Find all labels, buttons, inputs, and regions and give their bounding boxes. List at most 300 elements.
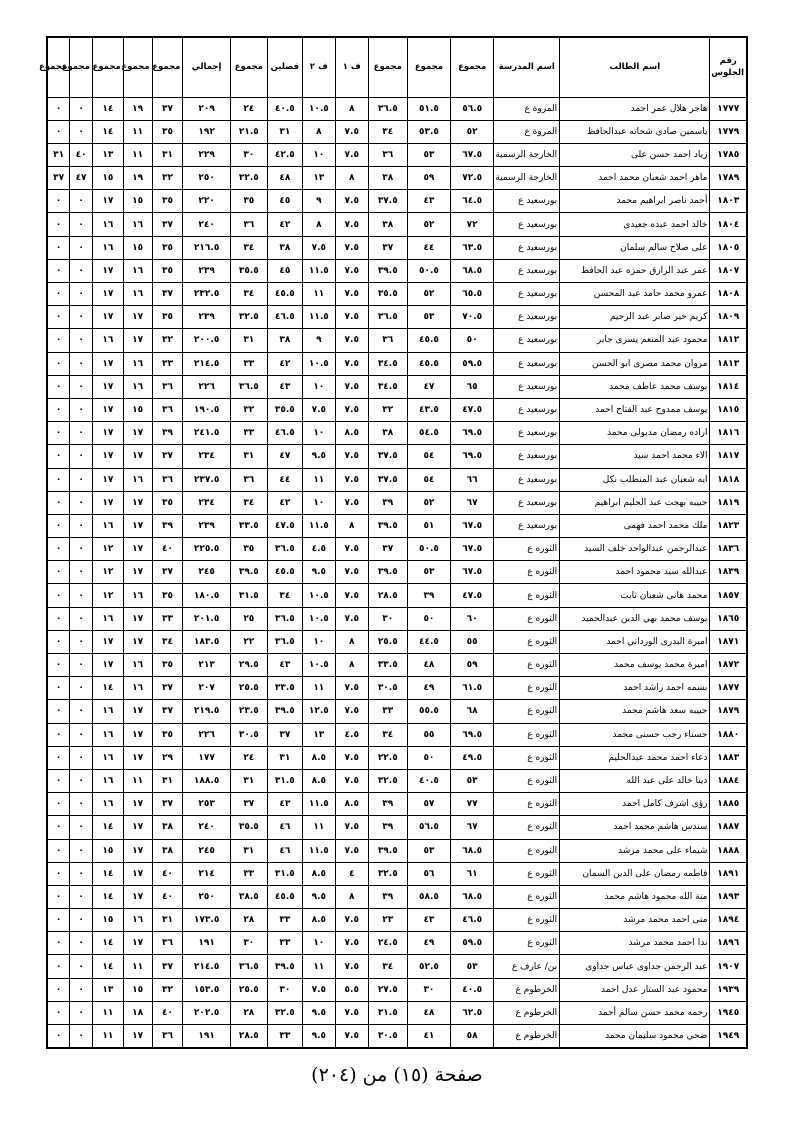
- cell-total-9: ٠: [47, 723, 70, 746]
- cell-total-4: ٣٥.٥: [230, 259, 267, 282]
- cell-total-8: ٠: [70, 120, 93, 143]
- cell-total-4: ٣٣: [230, 422, 267, 445]
- cell-total-6: ١١: [123, 769, 152, 792]
- cell-term-1: ٨.٥: [335, 422, 368, 445]
- cell-student-name: فاطمه رمضان على الدين السمان: [560, 862, 710, 885]
- cell-total-4: ٣٩.٥: [230, 561, 267, 584]
- cell-total-3: ٣٤: [368, 723, 407, 746]
- cell-school-name: بورسعيد ع: [494, 514, 560, 537]
- cell-two-terms: ٣٦.٥: [267, 630, 302, 653]
- cell-term-1: ٧.٥: [335, 677, 368, 700]
- cell-total-1: ٦٤.٥: [451, 190, 494, 213]
- cell-total-4: ٣١: [230, 329, 267, 352]
- cell-total-1: ٦١.٥: [451, 677, 494, 700]
- cell-total-7: ١٧: [92, 422, 123, 445]
- cell-two-terms: ٤٤: [267, 468, 302, 491]
- cell-school-name: بورسعيد ع: [494, 236, 560, 259]
- cell-total-9: ٣١: [47, 143, 70, 166]
- cell-total-8: ٠: [70, 769, 93, 792]
- cell-seat-number: ١٨١٨: [710, 468, 747, 491]
- cell-total-9: ٠: [47, 213, 70, 236]
- cell-student-name: أحمد ناصر ابراهيم محمد: [560, 190, 710, 213]
- cell-total-4: ٣٢.٥: [230, 306, 267, 329]
- cell-seat-number: ١٨٩٦: [710, 932, 747, 955]
- cell-total-1: ٥٥: [451, 630, 494, 653]
- results-sheet: [39, 36, 748, 1049]
- cell-seat-number: ١٨١٢: [710, 329, 747, 352]
- cell-total-8: ٠: [70, 630, 93, 653]
- cell-total-9: ٣٧: [47, 167, 70, 190]
- cell-total-3: ٣٦.٥: [368, 306, 407, 329]
- cell-seat-number: ١٨٣٦: [710, 538, 747, 561]
- cell-term-2: ٩: [302, 329, 335, 352]
- cell-total-9: ٠: [47, 97, 70, 120]
- cell-seat-number: ١٨٧٩: [710, 700, 747, 723]
- cell-total-1: ٦٥.٥: [451, 283, 494, 306]
- cell-total-9: ٠: [47, 1025, 70, 1049]
- cell-student-name: رحمه محمد حسن سالم أحمد: [560, 1001, 710, 1024]
- cell-total-4: ٣٦.٥: [230, 955, 267, 978]
- cell-school-name: الخارجة الرسمية: [494, 143, 560, 166]
- cell-term-1: ٧.٥: [335, 538, 368, 561]
- cell-term-2: ٩.٥: [302, 885, 335, 908]
- cell-total-8: ٠: [70, 491, 93, 514]
- cell-seat-number: ١٨٦٥: [710, 607, 747, 630]
- cell-total-5: ٣٧: [152, 677, 183, 700]
- cell-seat-number: ١٧٧٧: [710, 97, 747, 120]
- cell-term-2: ٩.٥: [302, 1001, 335, 1024]
- cell-total-1: ٥٩: [451, 654, 494, 677]
- cell-total-1: ٥٦.٥: [451, 97, 494, 120]
- cell-total-8: ٤٧: [70, 167, 93, 190]
- cell-seat-number: ١٨٠٧: [710, 259, 747, 282]
- cell-total-6: ١٧: [123, 816, 152, 839]
- cell-total-8: ٠: [70, 306, 93, 329]
- cell-school-name: الخرطوم ع: [494, 978, 560, 1001]
- cell-grand-total: ١٧٣.٥: [183, 909, 230, 932]
- cell-total-7: ١٧: [92, 283, 123, 306]
- cell-grand-total: ٢٣٧.٥: [183, 468, 230, 491]
- cell-total-2: ٥٠: [407, 746, 450, 769]
- cell-two-terms: ٤٨: [267, 167, 302, 190]
- cell-seat-number: ١٨١٧: [710, 445, 747, 468]
- cell-two-terms: ٤٣: [267, 375, 302, 398]
- cell-total-9: ٠: [47, 793, 70, 816]
- cell-total-4: ٢٨: [230, 909, 267, 932]
- cell-total-2: ٤٥.٥: [407, 352, 450, 375]
- cell-seat-number: ١٩٤٥: [710, 1001, 747, 1024]
- cell-total-1: ٧٢.٥: [451, 167, 494, 190]
- cell-total-1: ٥٣: [451, 955, 494, 978]
- cell-total-7: ١٧: [92, 491, 123, 514]
- cell-total-1: ٦١: [451, 862, 494, 885]
- cell-total-9: ٠: [47, 514, 70, 537]
- table-row: [47, 607, 747, 630]
- cell-total-1: ٦٧.٥: [451, 561, 494, 584]
- cell-term-1: ٧.٥: [335, 769, 368, 792]
- cell-total-2: ٥٣.٥: [407, 120, 450, 143]
- cell-total-7: ١٧: [92, 259, 123, 282]
- header-total-2: مجموع: [407, 37, 450, 97]
- cell-total-7: ١١: [92, 1025, 123, 1049]
- table-row: [47, 630, 747, 653]
- header-school-name: اسم المدرسة: [494, 37, 560, 97]
- cell-total-3: ٢٧.٥: [368, 978, 407, 1001]
- cell-term-2: ١١.٥: [302, 306, 335, 329]
- cell-grand-total: ٢٣٢.٥: [183, 283, 230, 306]
- cell-total-4: ٢٨: [230, 1001, 267, 1024]
- cell-school-name: الثوره ع: [494, 793, 560, 816]
- cell-seat-number: ١٨٣٩: [710, 561, 747, 584]
- cell-total-8: ٠: [70, 1025, 93, 1049]
- cell-total-2: ٤٣: [407, 909, 450, 932]
- table-row: [47, 1025, 747, 1049]
- cell-term-1: ٤.٥: [335, 723, 368, 746]
- cell-total-5: ٣٥: [152, 584, 183, 607]
- cell-term-2: ١٠.٥: [302, 654, 335, 677]
- cell-total-2: ٤٧: [407, 375, 450, 398]
- cell-total-4: ٣٥.٥: [230, 816, 267, 839]
- cell-total-8: ٠: [70, 213, 93, 236]
- cell-total-6: ١٥: [123, 398, 152, 421]
- cell-total-2: ٣٩: [407, 584, 450, 607]
- cell-total-6: ١٥: [123, 236, 152, 259]
- cell-seat-number: ١٨٩٣: [710, 885, 747, 908]
- cell-total-1: ٧٠.٥: [451, 306, 494, 329]
- cell-total-8: ٠: [70, 816, 93, 839]
- cell-student-name: ماهر احمد شعبان محمد احمد: [560, 167, 710, 190]
- cell-total-9: ٠: [47, 329, 70, 352]
- cell-total-8: ٠: [70, 329, 93, 352]
- cell-total-4: ٣٦.٥: [230, 375, 267, 398]
- table-row: [47, 654, 747, 677]
- cell-total-9: ٠: [47, 259, 70, 282]
- cell-seat-number: ١٨٠٥: [710, 236, 747, 259]
- cell-total-5: ٣١: [152, 769, 183, 792]
- cell-total-6: ١٧: [123, 723, 152, 746]
- cell-term-2: ١٠.٥: [302, 584, 335, 607]
- cell-total-4: ٣١: [230, 445, 267, 468]
- cell-seat-number: ١٨١٣: [710, 352, 747, 375]
- cell-term-1: ٤: [335, 862, 368, 885]
- cell-total-4: ٣١.٥: [230, 584, 267, 607]
- table-row: [47, 283, 747, 306]
- cell-student-name: يوسف محمد عاطف محمد: [560, 375, 710, 398]
- cell-two-terms: ٣٣: [267, 932, 302, 955]
- cell-student-name: عمر عبد الرازق حمزه عبد الحافظ: [560, 259, 710, 282]
- cell-total-1: ٦٧.٥: [451, 514, 494, 537]
- cell-total-3: ٢٢.٥: [368, 746, 407, 769]
- cell-total-8: ٠: [70, 839, 93, 862]
- cell-grand-total: ٢٤٥: [183, 839, 230, 862]
- cell-total-5: ٣٢: [152, 167, 183, 190]
- cell-two-terms: ٣٦.٥: [267, 607, 302, 630]
- cell-total-5: ٤٠: [152, 538, 183, 561]
- cell-total-4: ٢٥.٥: [230, 677, 267, 700]
- cell-two-terms: ٣١.٥: [267, 862, 302, 885]
- cell-total-6: ١٧: [123, 306, 152, 329]
- cell-total-6: ١٧: [123, 422, 152, 445]
- cell-total-7: ١٦: [92, 236, 123, 259]
- cell-total-6: ١٦: [123, 375, 152, 398]
- cell-total-5: ٣١: [152, 909, 183, 932]
- cell-total-6: ١٥: [123, 978, 152, 1001]
- cell-term-2: ١٠: [302, 422, 335, 445]
- cell-term-2: ١١.٥: [302, 514, 335, 537]
- cell-total-2: ٤٤: [407, 236, 450, 259]
- cell-seat-number: ١٨٨٧: [710, 816, 747, 839]
- cell-total-5: ٣٦: [152, 1025, 183, 1049]
- cell-total-1: ٧٧: [451, 793, 494, 816]
- cell-two-terms: ٣٩.٥: [267, 700, 302, 723]
- cell-term-2: ٧.٥: [302, 398, 335, 421]
- cell-seat-number: ١٨٠٨: [710, 283, 747, 306]
- cell-total-8: ٠: [70, 514, 93, 537]
- cell-total-2: ٥٣: [407, 561, 450, 584]
- cell-school-name: بورسعيد ع: [494, 491, 560, 514]
- cell-total-7: ١٧: [92, 190, 123, 213]
- cell-student-name: على صلاح سالم سلمان: [560, 236, 710, 259]
- cell-total-7: ١٧: [92, 306, 123, 329]
- cell-total-6: ١٧: [123, 862, 152, 885]
- cell-term-2: ١٠: [302, 143, 335, 166]
- cell-total-3: ٣٠.٥: [368, 1025, 407, 1049]
- cell-total-4: ٣٣: [230, 352, 267, 375]
- cell-term-1: ٨: [335, 630, 368, 653]
- cell-total-9: ٠: [47, 978, 70, 1001]
- cell-total-7: ١٦: [92, 700, 123, 723]
- cell-total-2: ٥٧: [407, 793, 450, 816]
- cell-total-7: ١٢: [92, 538, 123, 561]
- cell-total-8: ٠: [70, 885, 93, 908]
- cell-two-terms: ٤٣: [267, 793, 302, 816]
- cell-total-4: ٣٥: [230, 538, 267, 561]
- cell-term-1: ٧.٥: [335, 1001, 368, 1024]
- header-term-2: ف ٢: [302, 37, 335, 97]
- cell-total-8: ٠: [70, 607, 93, 630]
- cell-total-9: ٠: [47, 561, 70, 584]
- cell-grand-total: ٢٢٠: [183, 190, 230, 213]
- cell-total-5: ٣٧: [152, 955, 183, 978]
- cell-total-2: ٥٣: [407, 306, 450, 329]
- cell-two-terms: ٤٢: [267, 491, 302, 514]
- cell-total-3: ٢٤.٥: [368, 932, 407, 955]
- cell-two-terms: ٤٢: [267, 352, 302, 375]
- cell-total-3: ٣٨: [368, 167, 407, 190]
- table-row: [47, 862, 747, 885]
- cell-seat-number: ١٨١٩: [710, 491, 747, 514]
- cell-total-2: ٥٢: [407, 213, 450, 236]
- header-term-1: ف ١: [335, 37, 368, 97]
- cell-total-1: ٦٧.٥: [451, 143, 494, 166]
- cell-total-2: ٣٠: [407, 978, 450, 1001]
- cell-term-2: ٨.٥: [302, 769, 335, 792]
- cell-total-3: ٣٠: [368, 607, 407, 630]
- cell-total-6: ١٦: [123, 213, 152, 236]
- cell-two-terms: ٣١: [267, 120, 302, 143]
- cell-total-3: ٢٨.٥: [368, 584, 407, 607]
- header-total-1: مجموع: [451, 37, 494, 97]
- cell-total-8: ٠: [70, 793, 93, 816]
- table-row: [47, 329, 747, 352]
- cell-total-9: ٠: [47, 398, 70, 421]
- cell-total-3: ٣٢.٥: [368, 862, 407, 885]
- cell-total-9: ٠: [47, 445, 70, 468]
- cell-total-5: ٣٩: [152, 422, 183, 445]
- cell-school-name: الثوره ع: [494, 538, 560, 561]
- cell-term-1: ٧.٥: [335, 120, 368, 143]
- cell-total-1: ٦٨.٥: [451, 259, 494, 282]
- cell-student-name: يوسف ممدوح عبد الفتاح احمد: [560, 398, 710, 421]
- cell-total-2: ٥٠.٥: [407, 538, 450, 561]
- results-table: [39, 36, 748, 1049]
- cell-total-6: ١٧: [123, 700, 152, 723]
- cell-total-6: ١٧: [123, 793, 152, 816]
- cell-seat-number: ١٧٨٩: [710, 167, 747, 190]
- cell-total-5: ٢٩: [152, 746, 183, 769]
- cell-term-2: ١٠.٥: [302, 352, 335, 375]
- cell-school-name: الثوره ع: [494, 584, 560, 607]
- cell-total-1: ٤٦.٥: [451, 909, 494, 932]
- cell-total-5: ٣٧: [152, 445, 183, 468]
- cell-school-name: بورسعيد ع: [494, 375, 560, 398]
- cell-student-name: محمود عبد المنعم يسرى جابر: [560, 329, 710, 352]
- cell-total-7: ١٤: [92, 816, 123, 839]
- cell-total-4: ٣٣: [230, 862, 267, 885]
- cell-total-2: ٥٥: [407, 723, 450, 746]
- cell-grand-total: ١٩١: [183, 1025, 230, 1049]
- cell-term-2: ١١: [302, 955, 335, 978]
- cell-total-7: ١٤: [92, 862, 123, 885]
- cell-total-6: ١٦: [123, 468, 152, 491]
- cell-term-2: ١٠: [302, 630, 335, 653]
- cell-total-7: ١٧: [92, 445, 123, 468]
- cell-grand-total: ٢٤٥: [183, 561, 230, 584]
- cell-total-1: ٤٠.٥: [451, 978, 494, 1001]
- cell-total-1: ٥٣: [451, 769, 494, 792]
- cell-term-1: ٧.٥: [335, 306, 368, 329]
- cell-total-3: ٣١.٥: [368, 1001, 407, 1024]
- cell-school-name: بورسعيد ع: [494, 422, 560, 445]
- cell-total-9: ٠: [47, 932, 70, 955]
- cell-student-name: منى احمد محمد مرشد: [560, 909, 710, 932]
- cell-student-name: سندس هاشم محمد احمد: [560, 816, 710, 839]
- cell-total-9: ٠: [47, 862, 70, 885]
- cell-total-8: ٠: [70, 955, 93, 978]
- cell-seat-number: ١٩٣٩: [710, 978, 747, 1001]
- cell-total-7: ١٤: [92, 677, 123, 700]
- cell-school-name: الثوره ع: [494, 909, 560, 932]
- cell-total-8: ٠: [70, 932, 93, 955]
- cell-total-6: ١٧: [123, 885, 152, 908]
- cell-total-3: ٣٤.٥: [368, 352, 407, 375]
- cell-seat-number: ١٧٨٥: [710, 143, 747, 166]
- cell-total-6: ١٦: [123, 584, 152, 607]
- cell-total-3: ٣٣: [368, 700, 407, 723]
- table-row: [47, 816, 747, 839]
- cell-school-name: بورسعيد ع: [494, 283, 560, 306]
- cell-total-4: ٣١: [230, 769, 267, 792]
- cell-total-8: ٠: [70, 561, 93, 584]
- cell-total-8: ٠: [70, 978, 93, 1001]
- cell-total-1: ٦٦: [451, 468, 494, 491]
- cell-term-2: ١٣: [302, 167, 335, 190]
- cell-total-5: ٣٥: [152, 120, 183, 143]
- cell-total-4: ٣٠.٥: [230, 723, 267, 746]
- cell-total-3: ٣٩: [368, 491, 407, 514]
- cell-grand-total: ١٩١: [183, 932, 230, 955]
- cell-total-5: ٣٩: [152, 514, 183, 537]
- header-total-3: مجموع: [368, 37, 407, 97]
- table-row: [47, 97, 747, 120]
- table-row: [47, 190, 747, 213]
- cell-term-2: ١١: [302, 283, 335, 306]
- cell-school-name: بورسعيد ع: [494, 468, 560, 491]
- cell-total-7: ١٣: [92, 978, 123, 1001]
- cell-total-9: ٠: [47, 306, 70, 329]
- cell-total-2: ٥٢.٥: [407, 955, 450, 978]
- cell-two-terms: ٤٥: [267, 190, 302, 213]
- cell-two-terms: ٣٨: [267, 329, 302, 352]
- table-row: [47, 769, 747, 792]
- cell-total-6: ١١: [123, 120, 152, 143]
- cell-total-7: ١٦: [92, 769, 123, 792]
- cell-student-name: ندا احمد محمد مرشد: [560, 932, 710, 955]
- results-body: [47, 97, 747, 1048]
- cell-total-3: ٣٤.٥: [368, 375, 407, 398]
- cell-grand-total: ٢٤١.٥: [183, 422, 230, 445]
- cell-term-1: ٧.٥: [335, 584, 368, 607]
- cell-school-name: الخرطوم ع: [494, 1001, 560, 1024]
- cell-grand-total: ٢٢٥.٥: [183, 538, 230, 561]
- cell-school-name: المروة ع: [494, 120, 560, 143]
- cell-total-9: ٠: [47, 352, 70, 375]
- cell-total-5: ٤٠: [152, 862, 183, 885]
- cell-school-name: بورسعيد ع: [494, 190, 560, 213]
- header-two-terms: فصلين: [267, 37, 302, 97]
- cell-school-name: بورسعيد ع: [494, 259, 560, 282]
- cell-two-terms: ٤٦.٥: [267, 422, 302, 445]
- cell-term-2: ١١.٥: [302, 793, 335, 816]
- cell-school-name: بورسعيد ع: [494, 306, 560, 329]
- cell-term-1: ٧.٥: [335, 329, 368, 352]
- cell-term-1: ٧.٥: [335, 491, 368, 514]
- cell-total-4: ٣٢: [230, 398, 267, 421]
- cell-school-name: الثوره ع: [494, 746, 560, 769]
- cell-total-1: ٦٩.٥: [451, 422, 494, 445]
- cell-term-1: ٧.٥: [335, 375, 368, 398]
- cell-school-name: الثوره ع: [494, 839, 560, 862]
- table-row: [47, 514, 747, 537]
- cell-total-6: ١٨: [123, 1001, 152, 1024]
- cell-total-5: ٣٦: [152, 468, 183, 491]
- cell-total-7: ١٢: [92, 561, 123, 584]
- cell-term-1: ٧.٥: [335, 607, 368, 630]
- cell-total-2: ٤٤.٥: [407, 630, 450, 653]
- cell-seat-number: ١٩٠٧: [710, 955, 747, 978]
- cell-total-9: ٠: [47, 584, 70, 607]
- cell-grand-total: ٢١٩.٥: [183, 700, 230, 723]
- cell-total-2: ٥٣: [407, 839, 450, 862]
- cell-student-name: بسمه احمد راشد احمد: [560, 677, 710, 700]
- cell-two-terms: ٣٣: [267, 909, 302, 932]
- cell-term-2: ١٠.٥: [302, 97, 335, 120]
- table-row: [47, 723, 747, 746]
- cell-total-9: ٠: [47, 746, 70, 769]
- cell-term-1: ٧.٥: [335, 213, 368, 236]
- cell-total-7: ١٥: [92, 909, 123, 932]
- cell-term-2: ١٠: [302, 375, 335, 398]
